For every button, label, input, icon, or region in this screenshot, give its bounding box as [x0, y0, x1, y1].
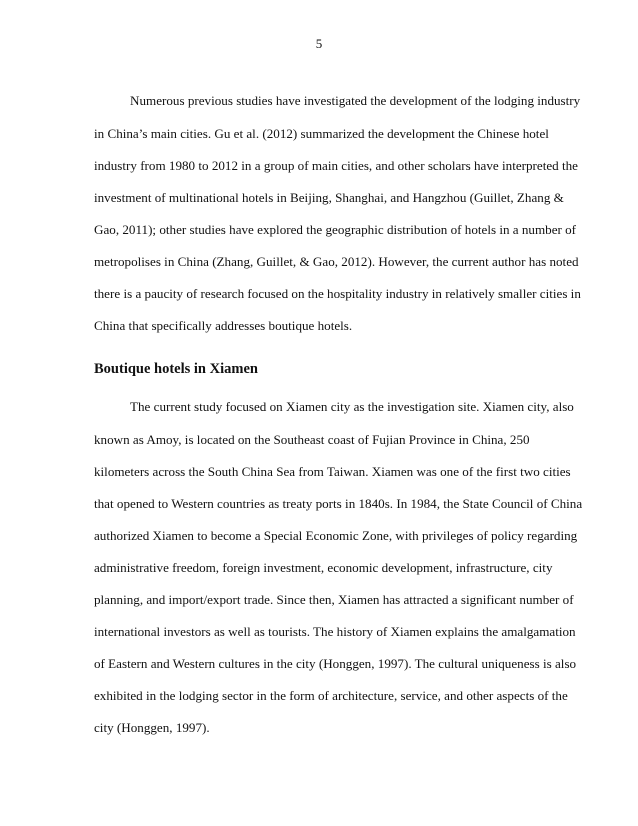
text-line: kilometers across the South China Sea from Taiwan. Xiamen was one of the first two cities [94, 464, 571, 479]
text-line: administrative freedom, foreign investment, economic development, infrastructure, city [94, 560, 553, 575]
text-line: investment of multinational hotels in Beijing, Shanghai, and Hangzhou (Guillet, Zhang & [94, 190, 564, 205]
text-line: city (Honggen, 1997). [94, 720, 210, 735]
text-line: China that specifically addresses boutique hotels. [94, 318, 353, 333]
text-line: The current study focused on Xiamen city as the investigation site. Xiamen city, also [130, 399, 574, 414]
text-line: known as Amoy, is located on the Southeast coast of Fujian Province in China, 250 [94, 432, 530, 447]
text-line: Gao, 2011); other studies have explored the geographic distribution of hotels in a number of [94, 222, 577, 237]
page-number: 5 [315, 36, 323, 51]
text-line: metropolises in China (Zhang, Guillet, & Gao, 2012). However, the current author has noted [94, 254, 579, 269]
text-line: there is a paucity of research focused on the hospitality industry in relatively smaller cities in [94, 286, 581, 301]
text-line: of Eastern and Western cultures in the city (Honggen, 1997). The cultural uniqueness is also [94, 656, 577, 671]
text-line: planning, and import/export trade. Since then, Xiamen has attracted a significant number of [94, 592, 574, 607]
text-line: in China’s main cities. Gu et al. (2012) summarized the development the Chinese hotel [94, 126, 549, 141]
text-line: that opened to Western countries as treaty ports in 1840s. In 1984, the State Council of China [94, 496, 583, 511]
text-line: industry from 1980 to 2012 in a group of main cities, and other scholars have interpreted the [94, 158, 578, 173]
text-line: Numerous previous studies have investigated the development of the lodging industry [130, 93, 581, 108]
text-line: exhibited in the lodging sector in the form of architecture, service, and other aspects of the [94, 688, 568, 703]
section-heading: Boutique hotels in Xiamen [94, 361, 258, 377]
text-line: international investors as well as tourists. The history of Xiamen explains the amalgamation [94, 624, 576, 639]
text-line: authorized Xiamen to become a Special Economic Zone, with privileges of policy regarding [94, 528, 578, 543]
